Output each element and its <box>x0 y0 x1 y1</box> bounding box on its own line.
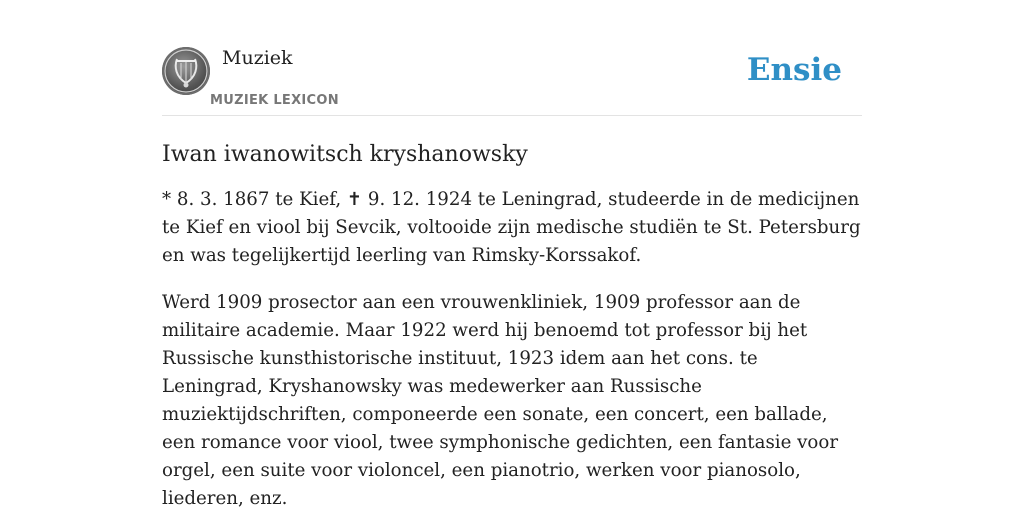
article-paragraph: * 8. 3. 1867 te Kief, ✝ 9. 12. 1924 te Leningrad, studeerde in de medicijnen te Kief en viool bij Sevcik, voltooide zijn medische studiën te St. Petersburg en was tegelijkertijd leerling van Rimsky-Korssakof. <box>162 189 861 266</box>
brand-logo[interactable]: Ensie <box>746 52 842 88</box>
site-name[interactable]: Muziek <box>222 47 293 69</box>
article <box>162 138 862 512</box>
article-paragraph: Werd 1909 prosector aan een vrouwenkliniek, 1909 professor aan de militaire academie. Maar 1922 werd hij benoemd tot professor bij het Russische kunsthistorische instituut, 1923 idem aan het cons. te Leningrad, Kryshanowsky was medewerker aan Russische muziektijdschriften, componeerde een sonate, een concert, een ballade, een romance voor viool, twee symphonische gedichten, een fantasie voor orgel, een suite voor violoncel, een pianotrio, werken voor pianosolo, liederen, enz. <box>162 292 839 509</box>
lyre-emblem-graphic <box>162 47 210 95</box>
site-subtitle[interactable]: MUZIEK LEXICON <box>210 93 339 108</box>
lyre-emblem-icon[interactable] <box>162 47 210 95</box>
article-title: Iwan iwanowitsch kryshanowsky <box>162 142 528 167</box>
site-header <box>162 0 862 116</box>
